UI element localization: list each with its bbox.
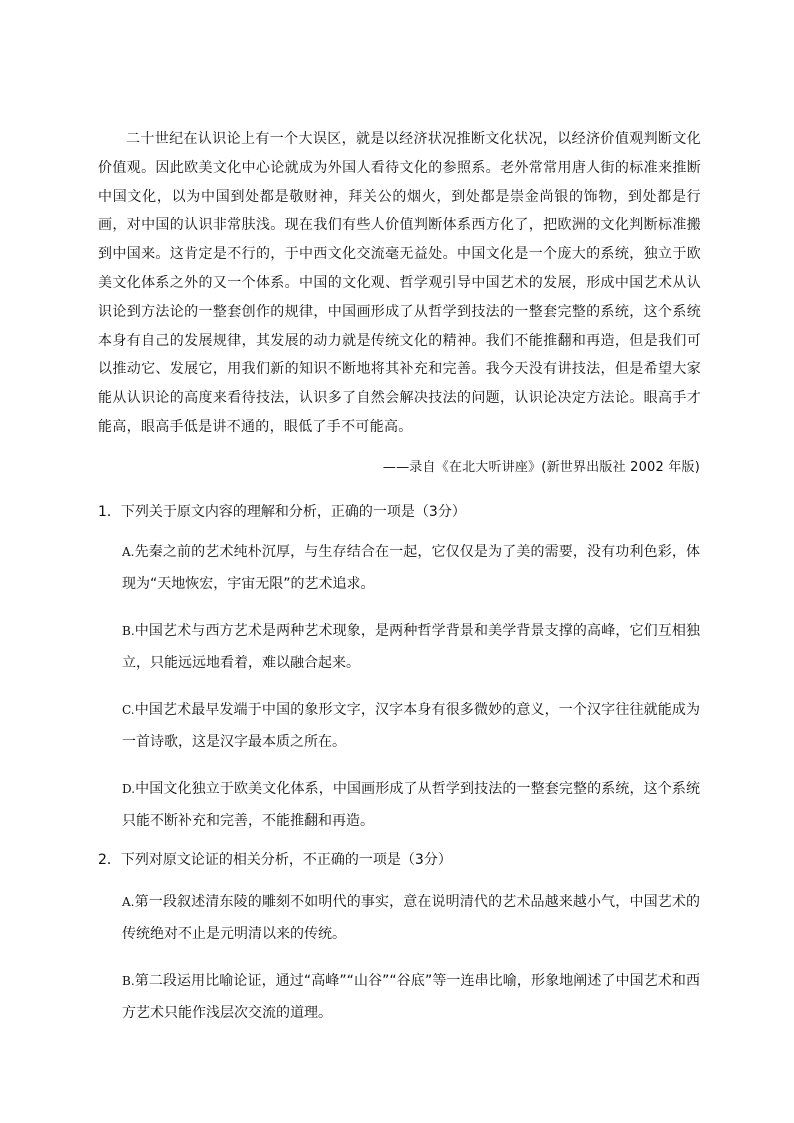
option-letter: C. xyxy=(122,703,135,717)
question-stem: 2．下列对原文论证的相关分析，不正确的一项是（3分） xyxy=(98,852,452,868)
option-letter: A. xyxy=(122,545,135,559)
option-text: 中国文化独立于欧美文化体系，中国画形成了从哲学到技法的一整套完整的系统，这个系统只能不断补充和完善，不能推翻和再造。 xyxy=(122,781,700,829)
option-letter: B. xyxy=(122,974,135,988)
option-1b xyxy=(122,615,700,679)
question-1 xyxy=(98,502,700,829)
question-2 xyxy=(98,850,700,1021)
question-stem: 1．下列关于原文内容的理解和分析，正确的一项是（3分） xyxy=(98,504,466,520)
option-text: 中国艺术最早发端于中国的象形文字，汉字本身有很多微妙的意义，一个汉字往往就能成为一首诗歌，这是汉字最本质之所在。 xyxy=(122,702,700,750)
option-1d xyxy=(122,773,700,837)
option-text: 第二段运用比喻论证，通过“高峰”“山谷”“谷底”等一连串比喻，形象地阐述了中国艺术和西方艺术只能作浅层次交流的道理。 xyxy=(122,973,700,1021)
option-letter: D. xyxy=(122,782,136,796)
option-letter: B. xyxy=(122,624,135,638)
option-letter: A. xyxy=(122,895,135,909)
option-1c xyxy=(122,694,700,758)
passage-paragraph: 二十世纪在认识论上有一个大误区，就是以经济状况推断文化状况，以经济价值观判断文化价值观。因此欧美文化中心论就成为外国人看待文化的参照系。老外常常用唐人街的标准来推断中国文化，以为中国到处都是敬财神，拜关公的烟火，到处都是崇金尚银的饰物，到处都是行画，对中国的认识非常肤浅。现在我们有些人价值判断体系西方化了，把欧洲的文化判断标准搬到中国来。这肯定是不行的，于中西文化交流毫无益处。中国文化是一个庞大的系统，独立于欧美文化体系之外的又一个体系。中国的文化观、哲学观引导中国艺术的发展，形成中国艺术从认识论到方法论的一整套创作的规律，中国画形成了从哲学到技法的一整套完整的系统，这个系统本身有自己的发展规律，其发展的动力就是传统文化的精神。我们不能推翻和再造，但是我们可以推动它、发展它，用我们新的知识不断地将其补充和完善。我今天没有讲技法，但是希望大家能从认识论的高度来看待技法，认识多了自然会解决技法的问题，认识论决定方法论。眼高手才能高，眼高手低是讲不通的，眼低了手不可能高。 xyxy=(98,131,701,435)
passage-source: ——录自《在北大听讲座》(新世界出版社 2002 年版) xyxy=(382,460,700,475)
option-text: 中国艺术与西方艺术是两种艺术现象，是两种哲学背景和美学背景支撑的高峰，它们互相独立，只能远远地看着，难以融合起来。 xyxy=(122,623,700,671)
option-1a xyxy=(122,536,700,600)
option-2b xyxy=(122,965,700,1029)
option-2a xyxy=(122,886,700,950)
option-text: 第一段叙述清东陵的雕刻不如明代的事实，意在说明清代的艺术品越来越小气，中国艺术的传统绝对不止是元明清以来的传统。 xyxy=(122,894,700,942)
option-text: 先秦之前的艺术纯朴沉厚，与生存结合在一起，它仅仅是为了美的需要，没有功利色彩，体现为“天地恢宏，宇宙无限”的艺术追求。 xyxy=(122,544,700,592)
